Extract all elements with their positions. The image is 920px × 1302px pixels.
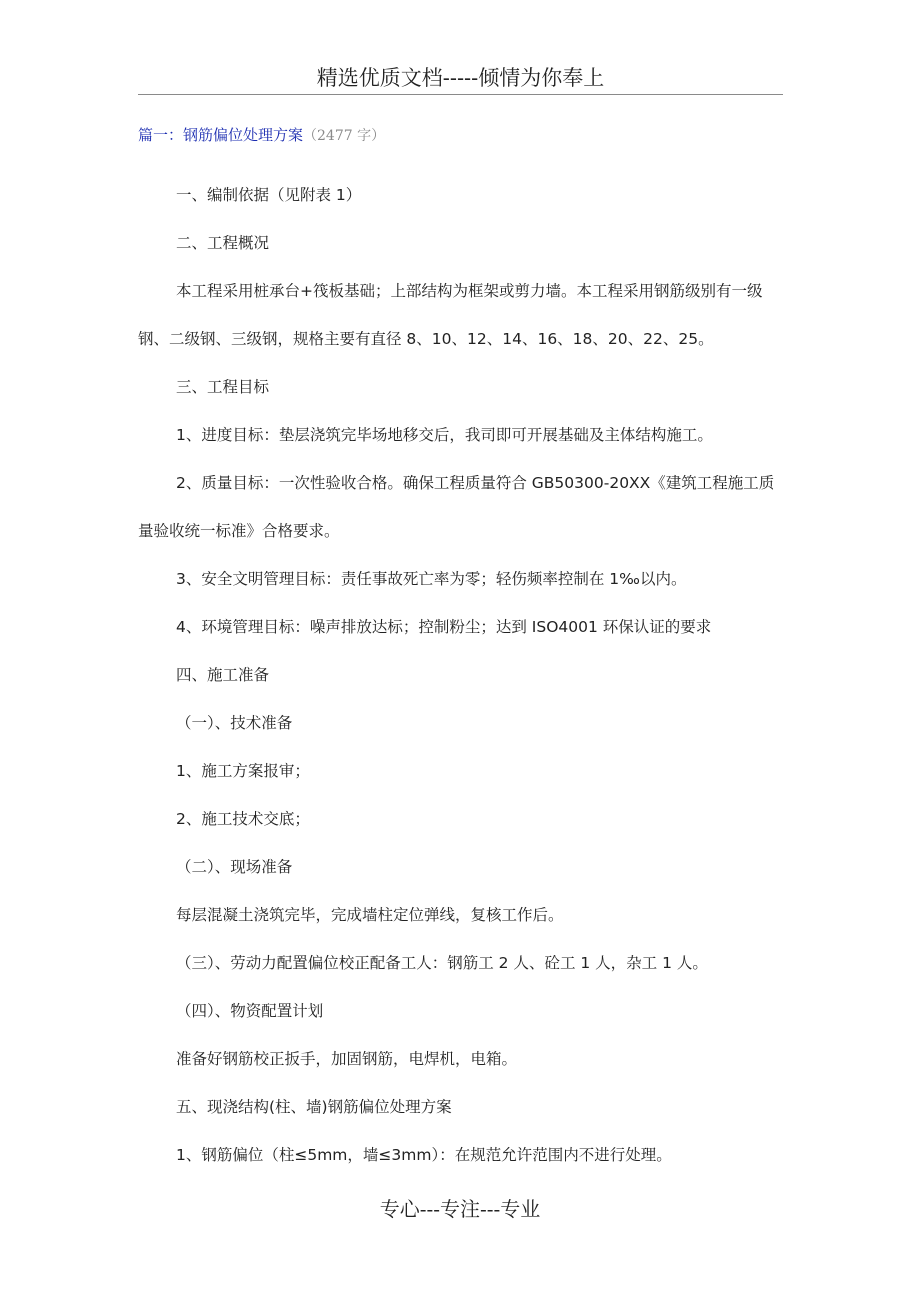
paragraph-preparation-heading: 四、施工准备	[176, 666, 270, 684]
word-count: （2477 字）	[303, 128, 386, 144]
title-text[interactable]: 篇一：钢筋偏位处理方案	[138, 126, 304, 144]
page-header: 精选优质文档-----倾情为你奉上	[138, 62, 783, 95]
paragraph-plan-review: 1、施工方案报审；	[176, 762, 310, 780]
document-title	[138, 122, 385, 149]
paragraph-site-prep: （二）、现场准备	[176, 858, 293, 876]
paragraph-technical-prep: （一）、技术准备	[176, 714, 293, 732]
paragraph-safety-goal: 3、安全文明管理目标：责任事故死亡率为零；轻伤频率控制在 1‰以内。	[176, 570, 687, 588]
paragraph-schedule-goal: 1、进度目标：垫层浇筑完毕场地移交后，我司即可开展基础及主体结构施工。	[176, 426, 713, 444]
paragraph-basis: 一、编制依据（见附表 1）	[176, 186, 362, 204]
paragraph-goals-heading: 三、工程目标	[176, 378, 270, 396]
paragraph-site-prep-detail: 每层混凝土浇筑完毕，完成墙柱定位弹线，复核工作后。	[176, 906, 564, 924]
paragraph-materials-heading: （四）、物资配置计划	[176, 1002, 324, 1020]
paragraph-environment-goal: 4、环境管理目标：噪声排放达标；控制粉尘；达到 ISO4001 环保认证的要求	[176, 618, 712, 636]
paragraph-overview: 本工程采用桩承台+筏板基础；上部结构为框架或剪力墙。本工程采用钢筋级别有一级钢、二级钢、三级钢，规格主要有直径 8、10、12、14、16、18、20、22、25。	[138, 282, 763, 348]
paragraph-technical-briefing: 2、施工技术交底；	[176, 810, 310, 828]
paragraph-materials-detail: 准备好钢筋校正扳手，加固钢筋，电焊机，电箱。	[176, 1050, 518, 1068]
page-footer: 专心---专注---专业	[379, 1197, 541, 1221]
paragraph-labor: （三）、劳动力配置偏位校正配备工人：钢筋工 2 人、砼工 1 人，杂工 1 人。	[176, 954, 708, 972]
document-body	[138, 183, 783, 1191]
paragraph-plan-heading: 五、现浇结构(柱、墙)钢筋偏位处理方案	[176, 1098, 452, 1116]
paragraph-offset-rule: 1、钢筋偏位（柱≤5mm，墙≤3mm）：在规范允许范围内不进行处理。	[176, 1146, 672, 1164]
paragraph-overview-heading: 二、工程概况	[176, 234, 270, 252]
paragraph-quality-goal: 2、质量目标：一次性验收合格。确保工程质量符合 GB50300-20XX《建筑工程施工质量验收统一标准》合格要求。	[138, 474, 775, 540]
